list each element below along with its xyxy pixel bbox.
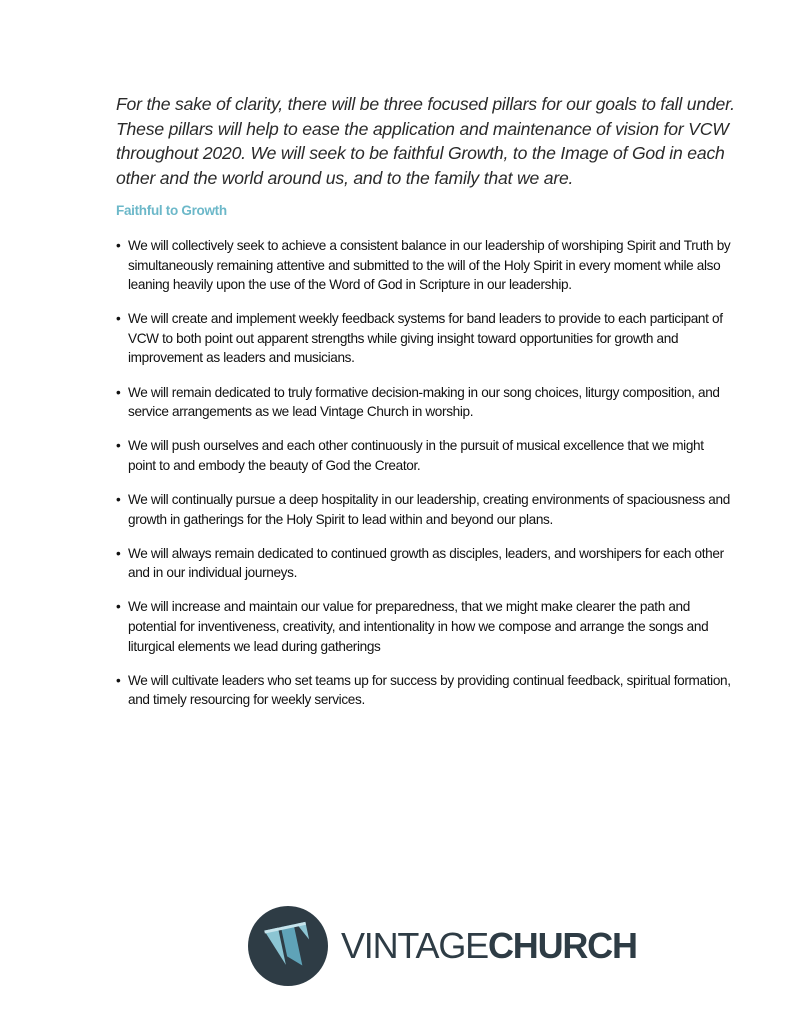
logo-wordmark-vintage: VINTAGE <box>341 925 488 966</box>
goal-item <box>116 436 734 475</box>
vintage-church-logo <box>248 906 637 988</box>
logo-wordmark-church: CHURCH <box>487 925 637 966</box>
vintage-church-logo-icon <box>248 906 328 986</box>
goal-text: We will create and implement weekly feedback systems for band leaders to provide to each participant of VCW to both point out apparent strengths while giving insight toward opportunities for growth and improvement as leaders and musicians. <box>128 311 723 366</box>
goal-text: We will cultivate leaders who set teams up for success by providing continual feedback, spiritual formation, and timely resourcing for weekly services. <box>128 672 731 708</box>
goal-item <box>116 544 734 583</box>
goal-item <box>116 236 734 295</box>
goals-bullet-list <box>116 236 734 724</box>
bullet-icon: • <box>116 599 121 615</box>
section-heading-faithful-to-growth: Faithful to Growth <box>116 203 227 218</box>
goal-text: We will increase and maintain our value for preparedness, that we might make clearer the path and potential for inventiveness, creativity, and intentionality in how we compose and arrange the songs and liturgical elements we lead during gatherings <box>128 599 709 654</box>
bullet-icon: • <box>116 672 121 688</box>
bullet-icon: • <box>116 438 121 454</box>
goal-item <box>116 309 734 368</box>
goal-text: We will collectively seek to achieve a consistent balance in our leadership of worshiping Spirit and Truth by simultaneously remaining attentive and submitted to the will of the Holy Spirit in every moment while also leaning heavily upon the use of the Word of God in Scripture in our leadership. <box>128 238 731 293</box>
goal-item <box>116 490 734 529</box>
goal-text: We will always remain dedicated to continued growth as disciples, leaders, and worshipers for each other and in our individual journeys. <box>128 545 724 581</box>
goal-item <box>116 383 734 422</box>
goal-text: We will push ourselves and each other continuously in the pursuit of musical excellence that we might point to and embody the beauty of God the Creator. <box>128 438 704 473</box>
logo-wordmark <box>341 925 637 967</box>
goal-text: We will remain dedicated to truly formative decision-making in our song choices, liturgy composition, and service arrangements as we lead Vintage Church in worship. <box>128 384 720 420</box>
goal-item <box>116 671 734 710</box>
bullet-icon: • <box>116 238 121 253</box>
intro-paragraph: For the sake of clarity, there will be three focused pillars for our goals to fall under. These pillars will help to ease the application and maintenance of vision for VCW throughout 2020. We will seek to be faithful Growth, to the Image of God in each other and the world around us, and to the family that we are. <box>116 94 735 188</box>
bullet-icon: • <box>116 491 121 507</box>
bullet-icon: • <box>116 311 121 327</box>
goal-item <box>116 597 734 656</box>
bullet-icon: • <box>116 384 121 400</box>
goal-text: We will continually pursue a deep hospitality in our leadership, creating environments of spaciousness and growth in gatherings for the Holy Spirit to lead within and beyond our plans. <box>128 491 730 527</box>
bullet-icon: • <box>116 545 121 561</box>
